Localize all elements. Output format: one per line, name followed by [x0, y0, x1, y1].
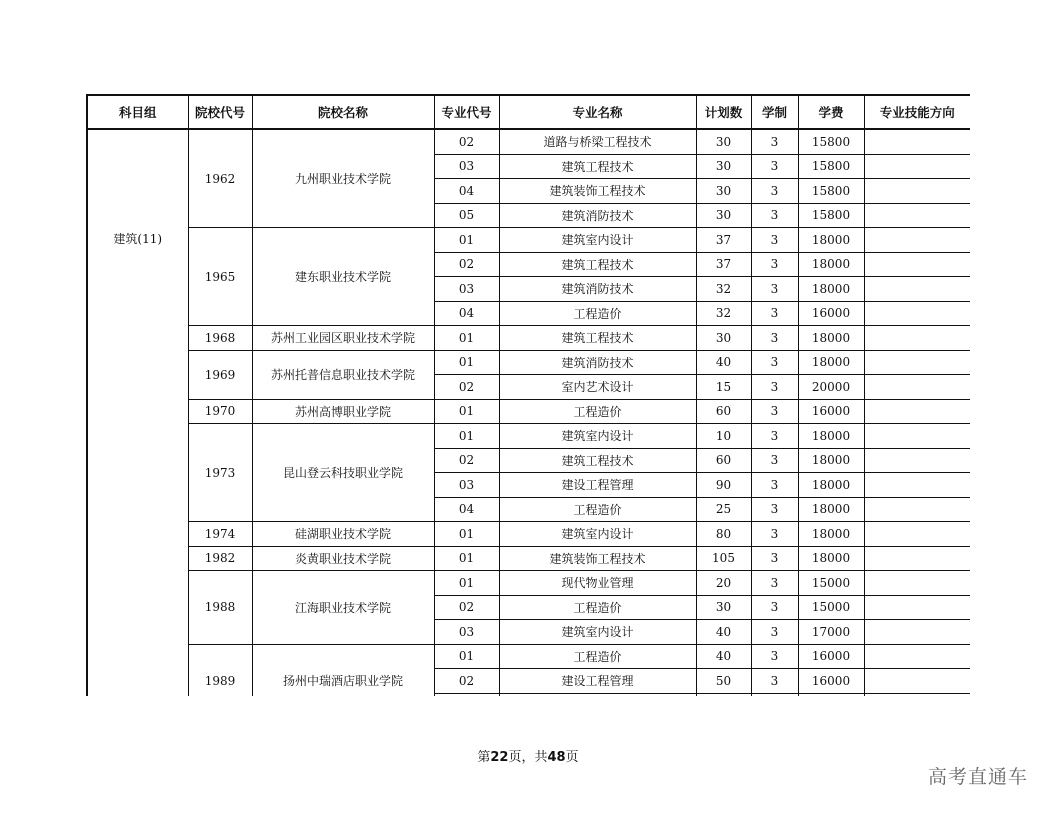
skill-direction-cell	[864, 277, 970, 302]
footer-prefix: 第	[477, 750, 491, 765]
school-code-cell: 1989	[188, 644, 252, 696]
major-name-cell: 建筑装饰工程技术	[499, 546, 696, 571]
school-name-cell: 苏州工业园区职业技术学院	[252, 326, 434, 351]
major-name-cell: 建筑消防技术	[499, 203, 696, 228]
fee-cell: 15800	[798, 129, 864, 154]
table-row	[87, 424, 970, 449]
fee-cell: 15800	[798, 179, 864, 204]
school-code-cell: 1962	[188, 129, 252, 228]
plan-count-cell: 50	[696, 669, 751, 694]
major-name-cell: 工程造价	[499, 497, 696, 522]
major-code-cell: 04	[434, 301, 499, 326]
plan-count-cell: 30	[696, 154, 751, 179]
years-cell: 3	[751, 277, 798, 302]
header-school-name: 院校名称	[252, 95, 434, 129]
years-cell: 3	[751, 399, 798, 424]
skill-direction-cell	[864, 595, 970, 620]
major-code-cell: 01	[434, 571, 499, 596]
plan-count-cell: 30	[696, 203, 751, 228]
admission-plan-table	[86, 94, 970, 696]
fee-cell: 18000	[798, 448, 864, 473]
fee-cell: 18000	[798, 228, 864, 253]
major-name-cell: 工程造价	[499, 399, 696, 424]
plan-count-cell: 40	[696, 620, 751, 645]
years-cell: 3	[751, 154, 798, 179]
fee-cell: 16000	[798, 301, 864, 326]
header-group: 科目组	[87, 95, 188, 129]
major-name-cell	[499, 693, 696, 696]
major-code-cell: 01	[434, 424, 499, 449]
fee-cell: 18000	[798, 424, 864, 449]
major-name-cell: 建设工程管理	[499, 669, 696, 694]
years-cell: 3	[751, 350, 798, 375]
header-plan-count: 计划数	[696, 95, 751, 129]
major-code-cell: 01	[434, 522, 499, 547]
table-body	[87, 129, 970, 696]
fee-cell: 15000	[798, 571, 864, 596]
major-code-cell: 01	[434, 228, 499, 253]
plan-count-cell: 30	[696, 595, 751, 620]
major-name-cell: 建筑工程技术	[499, 154, 696, 179]
major-code-cell: 02	[434, 595, 499, 620]
skill-direction-cell	[864, 203, 970, 228]
table-row	[87, 546, 970, 571]
skill-direction-cell	[864, 448, 970, 473]
years-cell: 3	[751, 669, 798, 694]
major-code-cell: 02	[434, 375, 499, 400]
major-code-cell: 02	[434, 252, 499, 277]
major-code-cell: 02	[434, 448, 499, 473]
years-cell: 3	[751, 129, 798, 154]
footer-middle: 页，共	[508, 750, 548, 765]
major-name-cell: 建筑室内设计	[499, 228, 696, 253]
plan-count-cell: 30	[696, 326, 751, 351]
skill-direction-cell	[864, 522, 970, 547]
footer-page-number: 22	[490, 750, 509, 765]
table-row	[87, 326, 970, 351]
school-code-cell: 1982	[188, 546, 252, 571]
fee-cell: 15800	[798, 203, 864, 228]
plan-count-cell: 37	[696, 252, 751, 277]
skill-direction-cell	[864, 669, 970, 694]
major-code-cell: 02	[434, 669, 499, 694]
admission-table-container	[86, 94, 970, 696]
major-name-cell: 建筑消防技术	[499, 277, 696, 302]
plan-count-cell: 60	[696, 399, 751, 424]
major-code-cell: 04	[434, 497, 499, 522]
years-cell: 3	[751, 571, 798, 596]
plan-count-cell: 30	[696, 129, 751, 154]
major-code-cell: 01	[434, 399, 499, 424]
table-row	[87, 522, 970, 547]
major-code-cell: 01	[434, 644, 499, 669]
plan-count-cell: 25	[696, 497, 751, 522]
major-name-cell: 建筑工程技术	[499, 252, 696, 277]
header-fee: 学费	[798, 95, 864, 129]
fee-cell: 16000	[798, 669, 864, 694]
major-name-cell: 工程造价	[499, 644, 696, 669]
years-cell: 3	[751, 203, 798, 228]
major-name-cell: 建筑室内设计	[499, 424, 696, 449]
fee-cell: 18000	[798, 326, 864, 351]
plan-count-cell: 37	[696, 228, 751, 253]
years-cell: 3	[751, 473, 798, 498]
fee-cell: 18000	[798, 277, 864, 302]
skill-direction-cell	[864, 326, 970, 351]
fee-cell: 17000	[798, 620, 864, 645]
major-name-cell: 建筑室内设计	[499, 620, 696, 645]
plan-count-cell: 105	[696, 546, 751, 571]
major-name-cell: 建设工程管理	[499, 473, 696, 498]
school-name-cell: 九州职业技术学院	[252, 129, 434, 228]
plan-count-cell: 15	[696, 375, 751, 400]
school-code-cell: 1968	[188, 326, 252, 351]
fee-cell: 15800	[798, 154, 864, 179]
skill-direction-cell	[864, 644, 970, 669]
fee-cell: 16000	[798, 399, 864, 424]
fee-cell: 18000	[798, 252, 864, 277]
skill-direction-cell	[864, 129, 970, 154]
years-cell: 3	[751, 375, 798, 400]
years-cell: 3	[751, 424, 798, 449]
school-code-cell: 1969	[188, 350, 252, 399]
fee-cell: 20000	[798, 375, 864, 400]
fee-cell: 18000	[798, 350, 864, 375]
fee-cell: 18000	[798, 497, 864, 522]
plan-count-cell: 60	[696, 448, 751, 473]
years-cell: 3	[751, 228, 798, 253]
school-code-cell: 1988	[188, 571, 252, 645]
major-name-cell: 建筑工程技术	[499, 448, 696, 473]
years-cell	[751, 693, 798, 696]
plan-count-cell: 30	[696, 179, 751, 204]
plan-count-cell: 80	[696, 522, 751, 547]
footer-suffix: 页	[565, 750, 579, 765]
school-name-cell: 江海职业技术学院	[252, 571, 434, 645]
school-name-cell: 扬州中瑞酒店职业学院	[252, 644, 434, 696]
skill-direction-cell	[864, 473, 970, 498]
years-cell: 3	[751, 644, 798, 669]
page-footer	[0, 746, 1056, 765]
years-cell: 3	[751, 179, 798, 204]
years-cell: 3	[751, 522, 798, 547]
major-code-cell: 01	[434, 546, 499, 571]
plan-count-cell: 40	[696, 350, 751, 375]
table-row	[87, 571, 970, 596]
major-code-cell: 04	[434, 179, 499, 204]
major-code-cell: 03	[434, 277, 499, 302]
major-code-cell: 03	[434, 620, 499, 645]
years-cell: 3	[751, 326, 798, 351]
plan-count-cell: 20	[696, 571, 751, 596]
major-name-cell: 现代物业管理	[499, 571, 696, 596]
school-code-cell: 1965	[188, 228, 252, 326]
skill-direction-cell	[864, 546, 970, 571]
fee-cell: 15000	[798, 595, 864, 620]
plan-count-cell: 40	[696, 644, 751, 669]
years-cell: 3	[751, 546, 798, 571]
major-code-cell: 01	[434, 350, 499, 375]
school-name-cell: 硅湖职业技术学院	[252, 522, 434, 547]
major-code-cell: 01	[434, 326, 499, 351]
fee-cell	[798, 693, 864, 696]
years-cell: 3	[751, 301, 798, 326]
skill-direction-cell	[864, 497, 970, 522]
table-row	[87, 129, 970, 154]
school-name-cell: 苏州高博职业学院	[252, 399, 434, 424]
fee-cell: 18000	[798, 473, 864, 498]
skill-direction-cell	[864, 350, 970, 375]
fee-cell: 18000	[798, 522, 864, 547]
skill-direction-cell	[864, 693, 970, 696]
header-major-code: 专业代号	[434, 95, 499, 129]
skill-direction-cell	[864, 154, 970, 179]
header-years: 学制	[751, 95, 798, 129]
major-name-cell: 建筑工程技术	[499, 326, 696, 351]
header-major-name: 专业名称	[499, 95, 696, 129]
major-code-cell	[434, 693, 499, 696]
plan-count-cell	[696, 693, 751, 696]
major-name-cell: 道路与桥梁工程技术	[499, 129, 696, 154]
table-row	[87, 644, 970, 669]
years-cell: 3	[751, 595, 798, 620]
school-code-cell: 1973	[188, 424, 252, 522]
major-name-cell: 工程造价	[499, 595, 696, 620]
years-cell: 3	[751, 448, 798, 473]
fee-cell: 16000	[798, 644, 864, 669]
table-row	[87, 228, 970, 253]
school-name-cell: 昆山登云科技职业学院	[252, 424, 434, 522]
header-skill-direction: 专业技能方向	[864, 95, 970, 129]
years-cell: 3	[751, 252, 798, 277]
school-name-cell: 建东职业技术学院	[252, 228, 434, 326]
major-name-cell: 建筑消防技术	[499, 350, 696, 375]
major-name-cell: 工程造价	[499, 301, 696, 326]
plan-count-cell: 32	[696, 301, 751, 326]
plan-count-cell: 32	[696, 277, 751, 302]
subject-group-cell: 建筑(11)	[87, 129, 188, 696]
years-cell: 3	[751, 620, 798, 645]
skill-direction-cell	[864, 424, 970, 449]
skill-direction-cell	[864, 252, 970, 277]
table-row	[87, 399, 970, 424]
major-name-cell: 建筑室内设计	[499, 522, 696, 547]
plan-count-cell: 10	[696, 424, 751, 449]
major-code-cell: 03	[434, 154, 499, 179]
skill-direction-cell	[864, 571, 970, 596]
major-name-cell: 室内艺术设计	[499, 375, 696, 400]
years-cell: 3	[751, 497, 798, 522]
fee-cell: 18000	[798, 546, 864, 571]
skill-direction-cell	[864, 620, 970, 645]
skill-direction-cell	[864, 399, 970, 424]
school-name-cell: 苏州托普信息职业技术学院	[252, 350, 434, 399]
skill-direction-cell	[864, 179, 970, 204]
skill-direction-cell	[864, 301, 970, 326]
skill-direction-cell	[864, 228, 970, 253]
skill-direction-cell	[864, 375, 970, 400]
major-code-cell: 05	[434, 203, 499, 228]
watermark: 高考直通车	[927, 766, 1028, 788]
table-header-row	[87, 95, 970, 129]
plan-count-cell: 90	[696, 473, 751, 498]
footer-total-pages: 48	[547, 750, 566, 765]
school-name-cell: 炎黄职业技术学院	[252, 546, 434, 571]
table-row	[87, 350, 970, 375]
header-school-code: 院校代号	[188, 95, 252, 129]
major-code-cell: 02	[434, 129, 499, 154]
school-code-cell: 1974	[188, 522, 252, 547]
major-code-cell: 03	[434, 473, 499, 498]
major-name-cell: 建筑装饰工程技术	[499, 179, 696, 204]
school-code-cell: 1970	[188, 399, 252, 424]
